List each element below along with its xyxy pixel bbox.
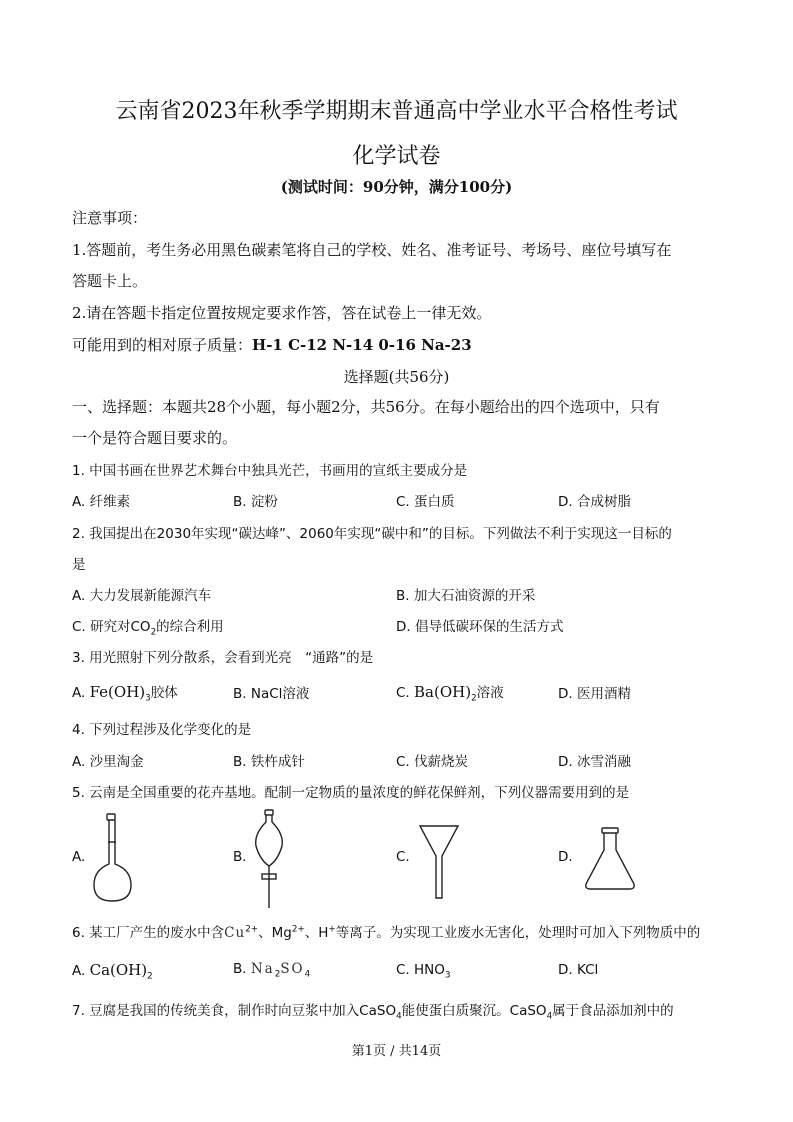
- section-intro-line-2: 一个是符合题目要求的。: [72, 429, 238, 447]
- q1-option-b: B. 淀粉: [233, 494, 278, 510]
- q4-option-a: A. 沙里淘金: [72, 754, 144, 770]
- q4-option-d: D. 冰雪消融: [558, 754, 631, 770]
- note-1-line-2: 答题卡上。: [72, 272, 148, 290]
- page-footer: 第1页 / 共14页: [351, 1044, 442, 1059]
- q6-option-a: A. $Ca(OH)_2$: [72, 961, 153, 982]
- q5-option-d: D.: [558, 849, 573, 865]
- q1-option-a: A. 纤维素: [72, 494, 131, 510]
- q4-option-b: B. 铁杵成针: [233, 754, 305, 770]
- q4-stem: 4. 下列过程涉及化学变化的是: [72, 722, 252, 738]
- q6-option-b: B. $Na_2SO_4$: [233, 961, 311, 980]
- q5-stem: 5. 云南是全国重要的花卉基地。配制一定物质的量浓度的鲜花保鲜剂，下列仪器需要用到的是: [72, 785, 630, 801]
- q3-option-a: A. $Fe(OH)_3$胶体: [72, 683, 178, 704]
- q1-option-c: C. 蛋白质: [396, 494, 455, 510]
- q2-option-c: C. 研究对$CO_2$的综合利用: [72, 619, 224, 638]
- q2-stem-line-2: 是: [72, 557, 86, 573]
- q6-option-c: C. $HNO_3$: [396, 962, 451, 981]
- q2-option-b: B. 加大石油资源的开采: [396, 588, 536, 604]
- q2-stem-line-1: 2. 我国提出在2030年实现“碳达峰”、2060年实现“碳中和”的目标。下列做法不利于实现这一目标的: [72, 526, 672, 542]
- q3-stem: 3. 用光照射下列分散系，会看到光亮 “通路”的是: [72, 650, 374, 666]
- separatory-funnel-icon: [250, 808, 288, 912]
- volumetric-flask-icon: [90, 812, 136, 904]
- atomic-mass-label: 可能用到的相对原子质量：: [72, 336, 253, 354]
- q6-option-d: D. KCl: [558, 962, 599, 978]
- test-info: (测试时间：90分钟，满分100分): [280, 178, 513, 196]
- note-1-line-1: 1.答题前，考生务必用黑色碳素笔将自己的学校、姓名、准考证号、考场号、座位号填写在: [72, 241, 672, 259]
- funnel-icon: [418, 822, 460, 902]
- q4-option-c: C. 伐薪烧炭: [396, 754, 469, 770]
- q6-stem: 6. 某工厂产生的废水中含$Cu^{2+}$、$Mg^{2+}$、H+等离子。为实现工业废水无害化，处理时可加入下列物质中的: [72, 924, 701, 941]
- q5-option-c: C.: [396, 849, 410, 865]
- atomic-mass-values: H-1 C-12 N-14 0-16 Na-23: [252, 336, 472, 354]
- q5-option-a: A.: [72, 849, 86, 865]
- q7-stem: 7. 豆腐是我国的传统美食，制作时向豆浆中加入CaSO$_4$能使蛋白质聚沉。CaSO$_4$属于食品添加剂中的: [72, 1003, 674, 1022]
- q1-stem: 1. 中国书画在世界艺术舞台中独具光芒，书画用的宣纸主要成分是: [72, 463, 468, 479]
- q2-option-a: A. 大力发展新能源汽车: [72, 588, 212, 604]
- notes-heading: 注意事项：: [72, 209, 148, 227]
- section-title: 选择题(共56分): [343, 368, 450, 386]
- q3-option-b: B. NaCl溶液: [233, 686, 310, 702]
- atomic-mass-line: [72, 334, 472, 355]
- q2-option-d: D. 倡导低碳环保的生活方式: [396, 619, 564, 635]
- note-2: 2.请在答题卡指定位置按规定要求作答，答在试卷上一律无效。: [72, 304, 492, 322]
- erlenmeyer-flask-icon: [582, 826, 638, 892]
- exam-title: 云南省2023年秋季学期期末普通高中学业水平合格性考试: [115, 99, 678, 124]
- q5-option-b: B.: [233, 849, 247, 865]
- q3-option-c: C. $Ba(OH)_2$溶液: [396, 683, 504, 704]
- paper-subject-title: 化学试卷: [352, 144, 441, 169]
- q3-option-d: D. 医用酒精: [558, 686, 631, 702]
- section-intro-line-1: 一、选择题：本题共28个小题，每小题2分，共56分。在每小题给出的四个选项中，只有: [72, 398, 660, 416]
- q1-option-d: D. 合成树脂: [558, 494, 631, 510]
